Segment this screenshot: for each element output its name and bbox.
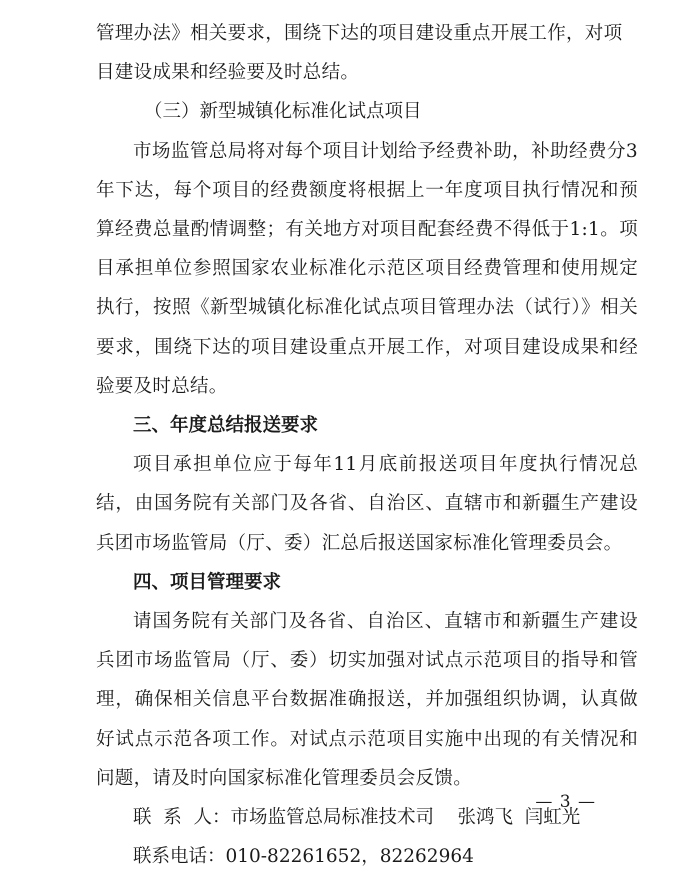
text-line: 管理办法》相关要求，围绕下达的项目建设重点开展工作，对项 (96, 23, 623, 44)
text-line: 目建设成果和经验要及时总结。 (96, 62, 360, 84)
section-subheading: （三）新型城镇化标准化试点项目 (144, 101, 422, 123)
section-paragraph: 项目承担单位应于每年11月底前报送项目年度执行情况总结，由国务院有关部门及各省、自治区、直辖市和新疆生产建设兵团市场监管局（厅、委）汇总后报送国家标准化管理委员会。 (96, 454, 638, 554)
contact-phone: 联系电话：010-82261652，82262964 (133, 846, 474, 868)
section-paragraph: 市场监管总局将对每个项目计划给予经费补助，补助经费分3年下达，每个项目的经费额度将根据上一年度项目执行情况和预算经费总量酌情调整；有关地方对项目配套经费不得低于1:1。项目承担单位参照国家农业标准化示范区项目经费管理和使用规定执行，按照《新型城镇化标准化试点项目管理办法（试行）》相关要求，围绕下达的项目建设重点开展工作，对项目建设成果和经验要及时总结。 (96, 140, 638, 397)
section-paragraph: 请国务院有关部门及各省、自治区、直辖市和新疆生产建设兵团市场监管局（厅、委）切实加强对试点示范项目的指导和管理，确保相关信息平台数据准确报送，并加强组织协调，认真做好试点示范各项工作。对试点示范项目实施中出现的有关情况和问题，请及时向国家标准化管理委员会反馈。 (96, 611, 638, 789)
section-heading: 四、项目管理要求 (133, 571, 282, 593)
document-page (96, 14, 638, 876)
page-number: — 3 — (535, 792, 596, 812)
contact-person: 联 系 人：市场监管总局标准技术司 张鸿飞 闫虹光 (133, 807, 581, 829)
section-heading: 三、年度总结报送要求 (133, 415, 319, 437)
